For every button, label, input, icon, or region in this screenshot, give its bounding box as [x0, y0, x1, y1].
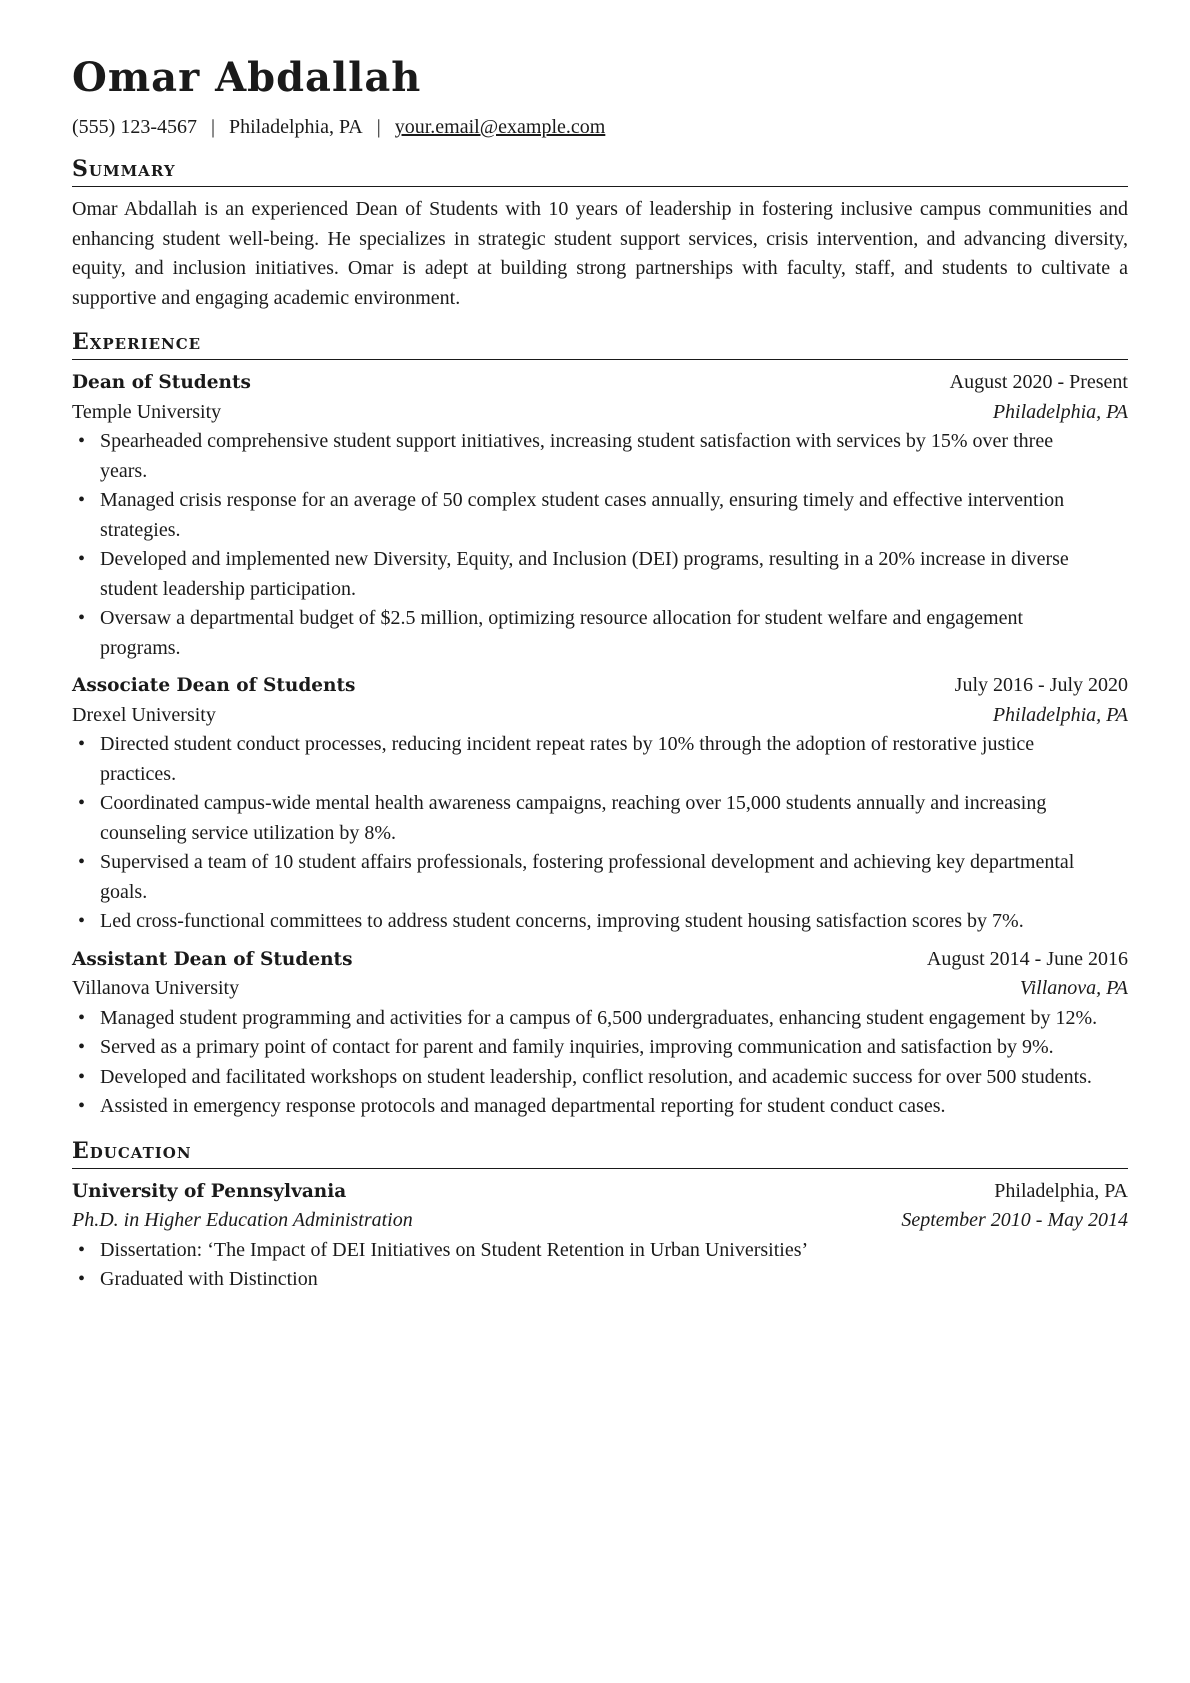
bullet-item: • Dissertation: ‘The Impact of DEI Initiatives on Student Retention in Urban Universities’ [72, 1236, 1100, 1266]
education-subheader [72, 1206, 1128, 1236]
job-dates: August 2020 - Present [949, 371, 1128, 393]
email-link[interactable]: your.email@example.com [394, 116, 606, 138]
job-header [72, 671, 1128, 701]
job-dates: July 2016 - July 2020 [954, 674, 1128, 696]
section-title-experience: Experience [72, 329, 1128, 360]
contact-separator: | [376, 116, 381, 138]
job-entry [72, 368, 1128, 663]
job-header [72, 368, 1128, 398]
resume-page [72, 54, 1128, 1295]
education-bullets [72, 1236, 1128, 1295]
phone-number: (555) 123-4567 [72, 116, 197, 138]
bullet-item: • Coordinated campus-wide mental health awareness campaigns, reaching over 15,000 students annually and increasing counseling service utilization by 8%. [72, 789, 1100, 848]
job-bullets [72, 427, 1128, 663]
job-subheader [72, 398, 1128, 428]
job-title: Dean of Students [72, 372, 251, 393]
bullet-item: • Supervised a team of 10 student affairs professionals, fostering professional development and achieving key departmental goals. [72, 848, 1100, 907]
contact-separator: | [210, 116, 215, 138]
job-subheader [72, 701, 1128, 731]
contact-location: Philadelphia, PA [229, 116, 363, 138]
education-section [72, 1138, 1128, 1295]
job-bullets [72, 1004, 1128, 1122]
job-organization: Temple University [72, 400, 222, 423]
job-header [72, 945, 1128, 975]
bullet-item: • Assisted in emergency response protocols and managed departmental reporting for student conduct cases. [72, 1092, 1100, 1122]
contact-line [72, 114, 1128, 140]
bullet-item: • Spearheaded comprehensive student support initiatives, increasing student satisfaction with services by 15% over three years. [72, 427, 1100, 486]
bullet-item: • Graduated with Distinction [72, 1265, 1100, 1295]
school-name: University of Pennsylvania [72, 1180, 347, 1202]
bullet-item: • Managed crisis response for an average of 50 complex student cases annually, ensuring timely and effective intervention strategies. [72, 486, 1100, 545]
bullet-item: • Served as a primary point of contact for parent and family inquiries, improving communication and satisfaction by 9%. [72, 1033, 1100, 1063]
job-title: Assistant Dean of Students [72, 948, 353, 970]
education-header [72, 1177, 1128, 1207]
job-location: Philadelphia, PA [992, 400, 1128, 423]
summary-section [72, 156, 1128, 313]
job-organization: Villanova University [72, 977, 240, 999]
degree-name: Ph.D. in Higher Education Administration [72, 1209, 413, 1231]
job-entry [72, 671, 1128, 937]
bullet-item: • Directed student conduct processes, reducing incident repeat rates by 10% through the adoption of restorative justice practices. [72, 730, 1100, 789]
section-title-education: Education [72, 1138, 1128, 1169]
job-location: Villanova, PA [1019, 977, 1128, 999]
bullet-item: • Oversaw a departmental budget of $2.5 million, optimizing resource allocation for student welfare and engagement programs. [72, 604, 1100, 663]
section-title-summary: Summary [72, 156, 1128, 187]
job-title: Associate Dean of Students [72, 675, 356, 696]
bullet-item: • Developed and implemented new Diversity, Equity, and Inclusion (DEI) programs, resulting in a 20% increase in diverse student leadership participation. [72, 545, 1100, 604]
job-organization: Drexel University [72, 703, 216, 726]
bullet-item: • Managed student programming and activities for a campus of 6,500 undergraduates, enhancing student engagement by 12%. [72, 1004, 1100, 1034]
job-location: Philadelphia, PA [992, 703, 1128, 726]
job-subheader [72, 974, 1128, 1004]
summary-text: Omar Abdallah is an experienced Dean of Students with 10 years of leadership in fostering inclusive campus communities and enhancing student well-being. He specializes in strategic student support services, crisis intervention, and advancing diversity, equity, and inclusion initiatives. Omar is adept at building strong partnerships with faculty, staff, and students to cultivate a supportive and engaging academic environment. [72, 198, 1128, 309]
job-entry [72, 945, 1128, 1122]
education-dates: September 2010 - May 2014 [901, 1209, 1128, 1231]
job-bullets [72, 730, 1128, 937]
bullet-item: • Developed and facilitated workshops on student leadership, conflict resolution, and academic success for over 500 students. [72, 1063, 1100, 1093]
school-location: Philadelphia, PA [994, 1179, 1128, 1202]
bullet-item: • Led cross-functional committees to address student concerns, improving student housing satisfaction scores by 7%. [72, 907, 1100, 937]
candidate-name: Omar Abdallah [72, 54, 422, 101]
job-dates: August 2014 - June 2016 [926, 947, 1128, 970]
experience-section [72, 329, 1128, 1122]
